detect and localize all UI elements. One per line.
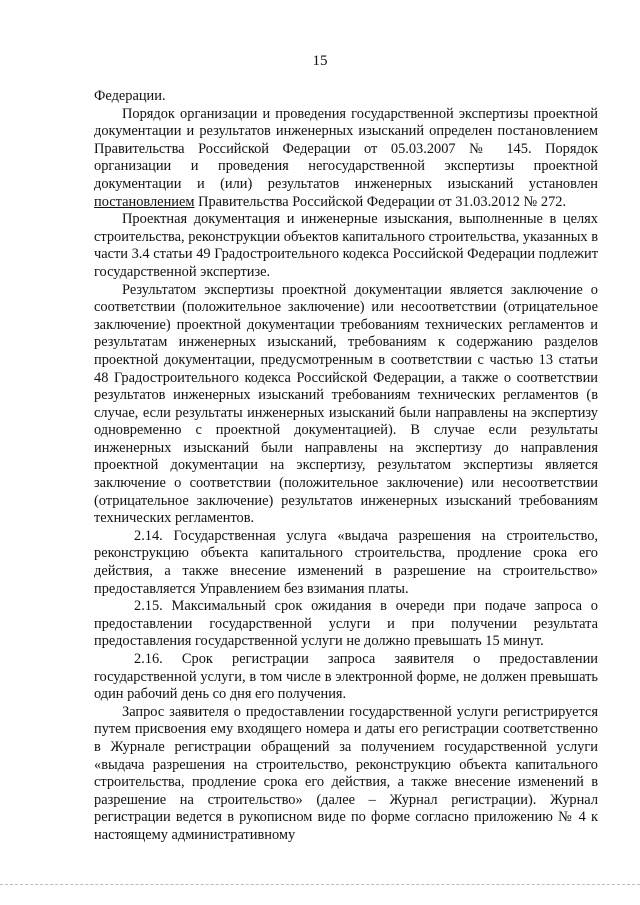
paragraph-2-16: 2.16. Срок регистрации запроса заявителя о предоставлении государственной услуги, в том числе в электронной форме, не должен превышать один рабочий день со дня его получения. <box>94 651 598 703</box>
paragraph-expertise-procedure <box>94 106 598 212</box>
scan-edge-divider <box>0 884 640 886</box>
paragraph-continuation: Федерации. <box>94 88 166 104</box>
resolution-link[interactable]: постановлением <box>94 193 195 210</box>
page-number: 15 <box>312 53 328 69</box>
document-body <box>94 88 598 845</box>
paragraph-text: Порядок организации и проведения государственной экспертизы проектной документации и результатов инженерных изысканий определен постановлением Правительства Российской Федерации от 05.03.2007 № 145. Порядок организации и проведения негосударственной экспертизы проектной документации и (или) результатов инженерных изысканий установлен <box>94 105 598 192</box>
paragraph-expertise-result: Результатом экспертизы проектной документации является заключение о соответствии (положительное заключение) или несоответствии (отрицательное заключение) проектной документации требованиям технических регламентов и результатам инженерных изысканий, требованиям к содержанию разделов проектной документации, предусмотренным в соответствии с частью 13 статьи 48 Градостроительного кодекса Российской Федерации, а также о соответствии результатов инженерных изысканий требованиям технических регламентов (в случае, если результаты инженерных изысканий были направлены на экспертизу одновременно с проектной документацией). В случае если результаты инженерных изысканий были направлены на экспертизу до направления проектной документации на экспертизу, результатом экспертизы является заключение о соответствии (положительное заключение) или несоответствии (отрицательное заключение) результатов инженерных изысканий требованиям технических регламентов. <box>94 281 598 527</box>
paragraph-2-15: 2.15. Максимальный срок ожидания в очереди при подаче запроса о предоставлении государственной услуги и при получении результата предоставления государственной услуги не должно превышать 15 минут. <box>94 598 598 650</box>
paragraph-request-registration: Запрос заявителя о предоставлении государственной услуги регистрируется путем присвоения ему входящего номера и даты его регистрации соответственно в Журнале регистрации обращений за получением государственной услуги «выдача разрешения на строительство, реконструкцию объекта капитального строительства, продление срока его действия, а также внесение изменений в разрешение на строительство» (далее – Журнал регистрации). Журнал регистрации ведется в рукописном виде по форме согласно приложению № 4 к настоящему административному <box>94 703 598 843</box>
paragraph-project-documentation: Проектная документация и инженерные изыскания, выполненные в целях строительства, реконструкции объектов капитального строительства, указанных в части 3.4 статьи 49 Градостроительного кодекса Российской Федерации подлежит государственной экспертизе. <box>94 211 598 280</box>
paragraph-text: Правительства Российской Федерации от 31.03.2012 № 272. <box>194 193 567 210</box>
paragraph-2-14: 2.14. Государственная услуга «выдача разрешения на строительство, реконструкцию объекта капитального строительства, продление срока его действия, а также внесение изменений в разрешение на строительство» предоставляется Управлением без взимания платы. <box>94 527 598 597</box>
